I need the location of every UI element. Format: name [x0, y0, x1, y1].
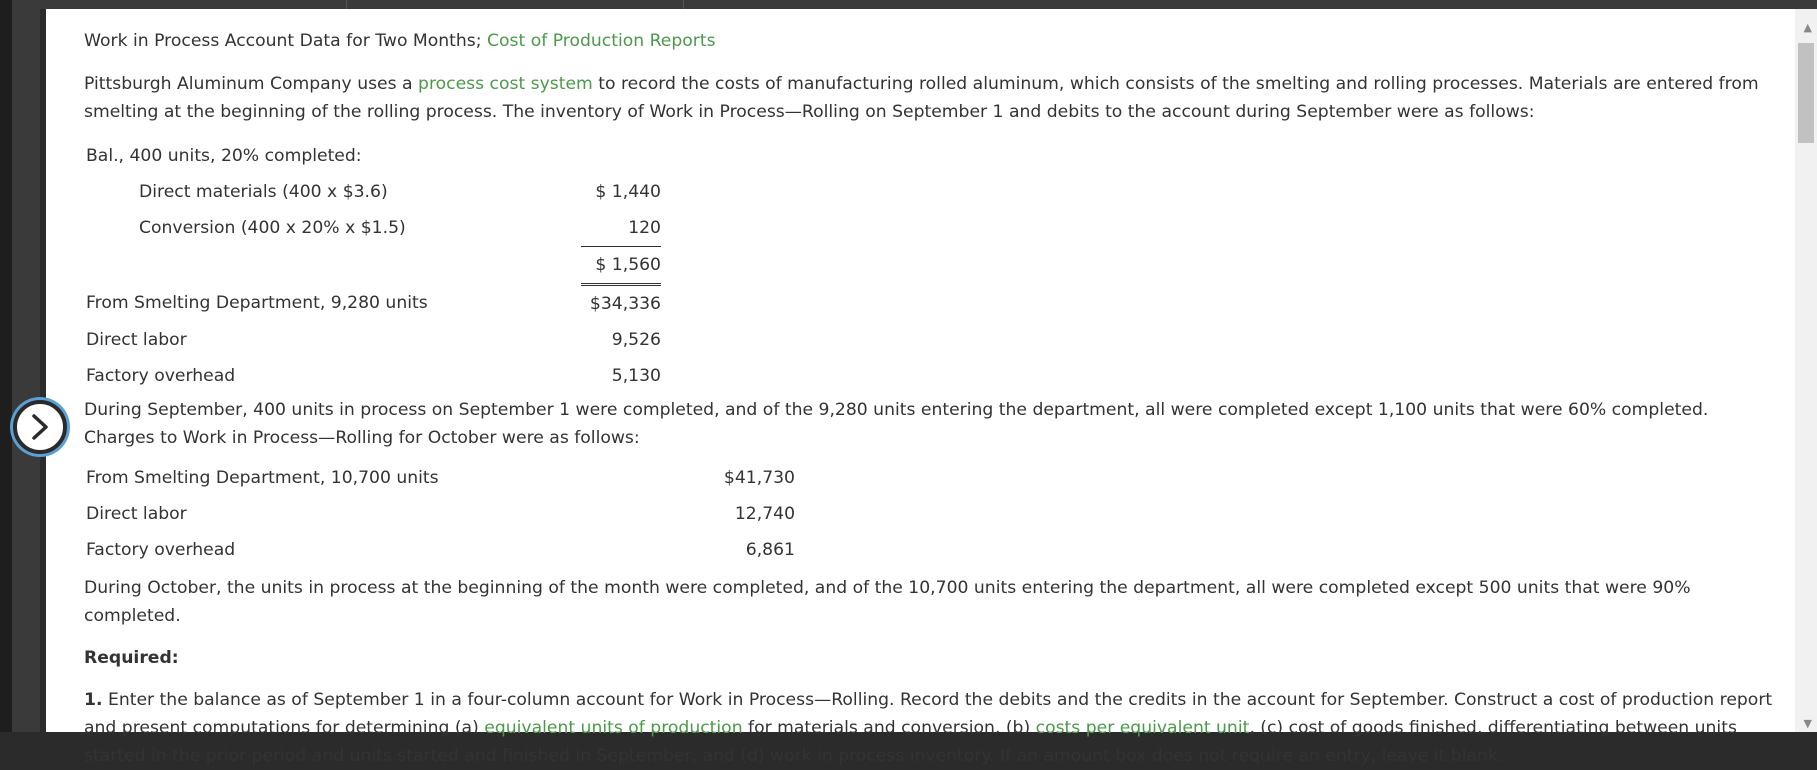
process-cost-system-link[interactable]: process cost system: [418, 74, 593, 94]
required-heading: Required:: [84, 648, 179, 668]
factory-overhead-amount: 6,861: [745, 540, 795, 560]
scroll-down-icon[interactable]: ▼: [1803, 717, 1812, 730]
table-row: [86, 247, 661, 285]
table-row: [86, 532, 795, 568]
september-paragraph: During September, 400 units in process on September 1 were completed, and of the 9,280 units entering the department, all were completed except 1,100 units that were 60% completed. Charges to Work in Process—Rolling for October were as follows:: [84, 400, 1709, 448]
costs-per-equivalent-unit-link[interactable]: costs per equivalent unit: [1035, 718, 1250, 738]
left-gutter: [12, 0, 40, 732]
tab-segment: [347, 0, 684, 9]
scroll-up-icon[interactable]: ▲: [1803, 21, 1812, 34]
table-row: [86, 285, 661, 323]
intro-paragraph: [84, 70, 1784, 126]
table-row: [86, 210, 661, 247]
table-row: [86, 322, 661, 358]
requirement-1: [84, 686, 1784, 770]
tab-segment: [40, 0, 347, 9]
balance-total: $ 1,560: [581, 247, 661, 285]
chevron-right-icon: [27, 412, 53, 442]
requirement-number: 1.: [84, 690, 103, 710]
requirement-text: for materials and conversion, (b): [742, 718, 1036, 738]
requirement-text: , (c) cost of goods finished, differentiating between units started in the prior period and units started and finished in September, and (d) work in process inventory. If an amount box does not require an entry, leave it blank.: [84, 718, 1737, 766]
vertical-scrollbar[interactable]: [1795, 9, 1817, 732]
table-row: [86, 138, 661, 174]
scroll-thumb[interactable]: [1798, 43, 1814, 143]
factory-overhead-amount: 5,130: [611, 366, 661, 386]
intro-text: to record the costs of manufacturing rolled aluminum, which consists of the smelting and rolling processes. Materials are entered from smelting at the beginning of the rolling process. The inventory of Work in Process—Rolling on September 1 and debits to the account during September were as follows:: [84, 74, 1759, 122]
requirement-text: Enter the balance as of September 1 in a four-column account for Work in Process—Rolling. Record the debits and the credits in the account for September. Construct a cost of production report and present computations for determining (a): [84, 690, 1773, 738]
top-tab-bar: [40, 0, 1817, 9]
factory-overhead-label: Factory overhead: [86, 540, 236, 560]
smelting-label: From Smelting Department, 9,280 units: [86, 293, 428, 314]
table-row: [86, 358, 661, 394]
direct-labor-amount: 12,740: [734, 504, 795, 524]
direct-materials-label: Direct materials (400 x $3.6): [139, 182, 388, 202]
table-row: [86, 496, 795, 532]
table-row: [86, 460, 795, 496]
equivalent-units-link[interactable]: equivalent units of production: [484, 718, 743, 738]
problem-title: [84, 27, 1784, 55]
direct-materials-amount: $ 1,440: [595, 182, 661, 202]
balance-label: Bal., 400 units, 20% completed:: [86, 146, 362, 166]
direct-labor-label: Direct labor: [86, 330, 187, 350]
problem-text: [84, 27, 1784, 770]
october-paragraph: During October, the units in process at the beginning of the month were completed, and of the 10,700 units entering the department, all were completed except 500 units that were 90% completed.: [84, 578, 1691, 626]
september-table: [86, 138, 661, 394]
smelting-amount: $34,336: [589, 294, 661, 314]
october-table: [86, 460, 795, 568]
problem-content: [46, 9, 1795, 766]
next-button[interactable]: [13, 400, 67, 454]
direct-labor-label: Direct labor: [86, 504, 187, 524]
smelting-label: From Smelting Department, 10,700 units: [86, 468, 439, 488]
title-link[interactable]: Cost of Production Reports: [487, 31, 716, 51]
factory-overhead-label: Factory overhead: [86, 366, 236, 386]
conversion-amount: 120: [581, 210, 661, 247]
smelting-amount: $41,730: [723, 468, 795, 488]
conversion-label: Conversion (400 x 20% x $1.5): [139, 218, 406, 239]
left-window-edge: [0, 0, 12, 732]
intro-text: Pittsburgh Aluminum Company uses a: [84, 74, 419, 94]
table-row: [86, 174, 661, 210]
title-prefix: Work in Process Account Data for Two Months;: [84, 31, 488, 51]
direct-labor-amount: 9,526: [611, 330, 661, 350]
